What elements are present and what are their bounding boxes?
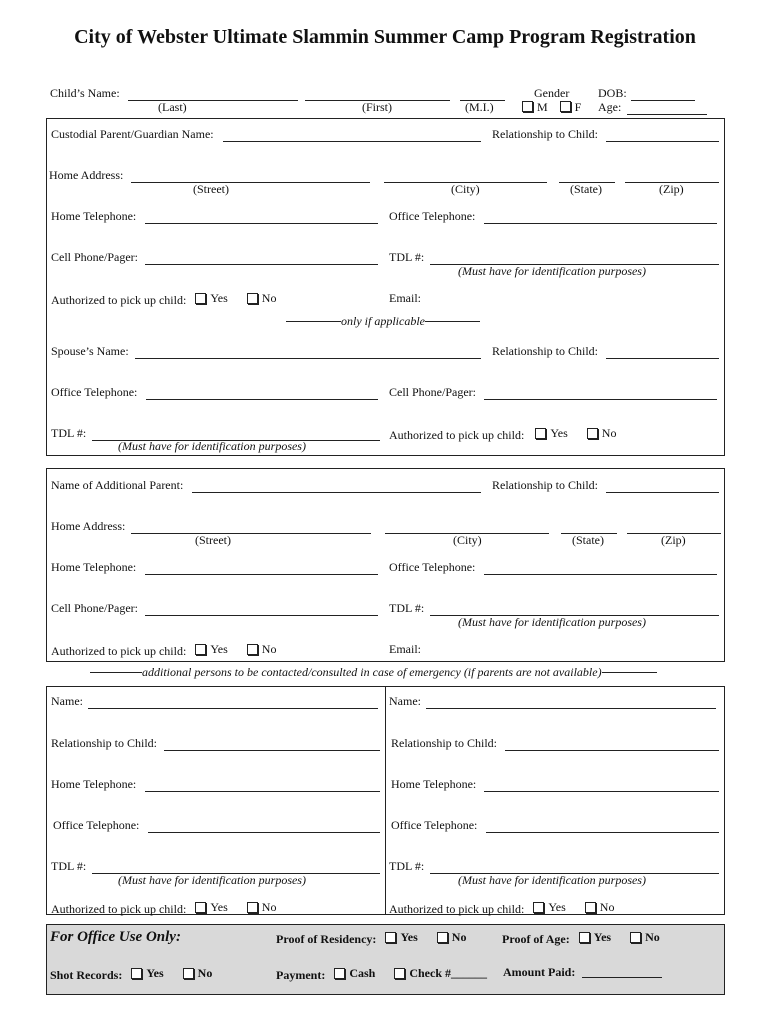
contact1-tdl-label: TDL #: xyxy=(51,859,87,873)
spouse-cell-field[interactable] xyxy=(484,388,717,400)
spouse-authorized-label: Authorized to pick up child: xyxy=(389,428,525,442)
only-if-applicable-divider xyxy=(286,314,480,329)
age-no-checkbox[interactable] xyxy=(630,932,641,943)
additional-relationship-field[interactable] xyxy=(606,481,719,493)
contact1-home-tel-field[interactable] xyxy=(145,780,380,792)
emergency-column-divider xyxy=(385,686,386,914)
contact1-office-tel-label: Office Telephone: xyxy=(53,818,140,832)
amount-paid-label: Amount Paid: xyxy=(503,965,576,979)
only-if-applicable-text: only if applicable xyxy=(341,314,425,328)
additional-cell-field[interactable] xyxy=(145,604,378,616)
additional-authorized-label: Authorized to pick up child: xyxy=(51,644,187,658)
custodial-office-tel-label: Office Telephone: xyxy=(389,209,476,223)
custodial-email-label: Email: xyxy=(389,291,421,305)
residency-yes-checkbox[interactable] xyxy=(385,932,396,943)
custodial-cell-field[interactable] xyxy=(145,253,378,265)
gender-options xyxy=(522,100,581,115)
state-caption: (State) xyxy=(570,182,602,196)
payment-label: Payment: xyxy=(276,968,326,982)
custodial-home-tel-label: Home Telephone: xyxy=(51,209,137,223)
custodial-relationship-label: Relationship to Child: xyxy=(492,127,599,141)
proof-of-age-label: Proof of Age: xyxy=(502,932,570,946)
contact2-tdl-note: (Must have for identification purposes) xyxy=(458,873,646,887)
no-label: No xyxy=(197,966,213,980)
contact1-relationship-label: Relationship to Child: xyxy=(51,736,158,750)
contact2-name-label: Name: xyxy=(389,694,421,708)
additional-home-address-label: Home Address: xyxy=(51,519,126,533)
last-caption: (Last) xyxy=(158,100,187,114)
residency-row xyxy=(276,930,466,947)
dob-field[interactable] xyxy=(631,89,695,101)
spouse-name-label: Spouse’s Name: xyxy=(51,344,129,358)
shot-records-label: Shot Records: xyxy=(50,968,123,982)
custodial-home-address-label: Home Address: xyxy=(49,168,124,182)
shot-yes-checkbox[interactable] xyxy=(131,968,142,979)
gender-m-label: M xyxy=(537,100,548,114)
custodial-tdl-label: TDL #: xyxy=(389,250,425,264)
custodial-relationship-field[interactable] xyxy=(606,130,719,142)
custodial-name-label: Custodial Parent/Guardian Name: xyxy=(51,127,214,141)
no-label: No xyxy=(261,900,277,914)
no-label: No xyxy=(601,426,617,440)
no-label: No xyxy=(261,642,277,656)
contact2-office-tel-label: Office Telephone: xyxy=(391,818,478,832)
custodial-office-tel-field[interactable] xyxy=(484,212,717,224)
additional-office-tel-field[interactable] xyxy=(484,563,717,575)
additional-cell-label: Cell Phone/Pager: xyxy=(51,601,138,615)
spouse-tdl-label: TDL #: xyxy=(51,426,87,440)
check-number-label: Check #______ xyxy=(409,966,488,980)
yes-label: Yes xyxy=(210,642,228,656)
page-title: City of Webster Ultimate Slammin Summer Camp Program Registration xyxy=(74,26,696,48)
residency-no-checkbox[interactable] xyxy=(437,932,448,943)
contact1-home-tel-label: Home Telephone: xyxy=(51,777,137,791)
residency-label: Proof of Residency: xyxy=(276,932,377,946)
child-last-name-field[interactable] xyxy=(128,89,298,101)
spouse-relationship-label: Relationship to Child: xyxy=(492,344,599,358)
custodial-parent-section xyxy=(46,118,725,456)
contact2-name-field[interactable] xyxy=(426,697,716,709)
zip-caption: (Zip) xyxy=(661,533,686,547)
mi-caption: (M.I.) xyxy=(465,100,494,114)
contact2-authorized-row xyxy=(389,900,614,917)
additional-street-field[interactable] xyxy=(131,522,371,534)
contact1-relationship-field[interactable] xyxy=(164,739,380,751)
no-label: No xyxy=(599,900,615,914)
gender-label: Gender xyxy=(534,86,570,100)
spouse-cell-label: Cell Phone/Pager: xyxy=(389,385,476,399)
contact1-authorized-yes-checkbox[interactable] xyxy=(195,902,206,913)
spouse-name-field[interactable] xyxy=(135,347,481,359)
custodial-street-field[interactable] xyxy=(131,171,370,183)
additional-authorized-row xyxy=(51,642,276,659)
custodial-authorized-label: Authorized to pick up child: xyxy=(51,293,187,307)
shot-records-row xyxy=(50,966,212,983)
contact2-home-tel-label: Home Telephone: xyxy=(391,777,477,791)
state-caption: (State) xyxy=(572,533,604,547)
street-caption: (Street) xyxy=(195,533,231,547)
yes-label: Yes xyxy=(548,900,566,914)
no-label: No xyxy=(451,930,467,944)
additional-tdl-label: TDL #: xyxy=(389,601,425,615)
age-field[interactable] xyxy=(627,103,707,115)
yes-label: Yes xyxy=(593,930,612,944)
additional-home-tel-field[interactable] xyxy=(145,563,378,575)
contact2-relationship-label: Relationship to Child: xyxy=(391,736,498,750)
city-caption: (City) xyxy=(451,182,480,196)
additional-relationship-label: Relationship to Child: xyxy=(492,478,599,492)
spouse-authorized-no-checkbox[interactable] xyxy=(587,428,598,439)
spouse-authorized-yes-checkbox[interactable] xyxy=(535,428,546,439)
additional-authorized-no-checkbox[interactable] xyxy=(247,644,258,655)
contact1-office-tel-field[interactable] xyxy=(148,821,380,833)
contact2-home-tel-field[interactable] xyxy=(484,780,719,792)
custodial-authorized-row xyxy=(51,291,276,308)
street-caption: (Street) xyxy=(193,182,229,196)
age-yes-checkbox[interactable] xyxy=(579,932,590,943)
shot-no-checkbox[interactable] xyxy=(183,968,194,979)
contact2-office-tel-field[interactable] xyxy=(486,821,719,833)
custodial-cell-label: Cell Phone/Pager: xyxy=(51,250,138,264)
contact1-authorized-label: Authorized to pick up child: xyxy=(51,902,187,916)
additional-home-tel-label: Home Telephone: xyxy=(51,560,137,574)
payment-row xyxy=(276,966,487,983)
spouse-tdl-note: (Must have for identification purposes) xyxy=(118,439,306,453)
yes-label: Yes xyxy=(400,930,418,944)
spouse-relationship-field[interactable] xyxy=(606,347,719,359)
additional-name-field[interactable] xyxy=(192,481,481,493)
custodial-authorized-yes-checkbox[interactable] xyxy=(195,293,206,304)
spouse-office-tel-label: Office Telephone: xyxy=(51,385,138,399)
custodial-tdl-note: (Must have for identification purposes) xyxy=(458,264,646,278)
contact1-name-field[interactable] xyxy=(88,697,378,709)
spouse-office-tel-field[interactable] xyxy=(146,388,378,400)
emergency-note-divider xyxy=(90,665,657,680)
city-caption: (City) xyxy=(453,533,482,547)
additional-authorized-yes-checkbox[interactable] xyxy=(195,644,206,655)
custodial-authorized-no-checkbox[interactable] xyxy=(247,293,258,304)
contact1-authorized-no-checkbox[interactable] xyxy=(247,902,258,913)
contact1-name-label: Name: xyxy=(51,694,83,708)
emergency-note-text: additional persons to be contacted/consulted in case of emergency (if parents are not available) xyxy=(142,665,602,679)
office-use-heading: For Office Use Only: xyxy=(50,929,181,945)
contact2-authorized-no-checkbox[interactable] xyxy=(585,902,596,913)
cash-checkbox[interactable] xyxy=(334,968,345,979)
contact2-tdl-label: TDL #: xyxy=(389,859,425,873)
additional-email-label: Email: xyxy=(389,642,421,656)
additional-office-tel-label: Office Telephone: xyxy=(389,560,476,574)
yes-label: Yes xyxy=(146,966,164,980)
first-caption: (First) xyxy=(362,100,392,114)
contact1-tdl-note: (Must have for identification purposes) xyxy=(118,873,306,887)
additional-name-label: Name of Additional Parent: xyxy=(51,478,184,492)
yes-label: Yes xyxy=(550,426,568,440)
dob-label: DOB: xyxy=(598,86,627,100)
yes-label: Yes xyxy=(210,900,228,914)
zip-caption: (Zip) xyxy=(659,182,684,196)
cash-label: Cash xyxy=(349,966,376,980)
no-label: No xyxy=(261,291,277,305)
contact1-authorized-row xyxy=(51,900,276,917)
age-label: Age: xyxy=(598,100,622,114)
yes-label: Yes xyxy=(210,291,228,305)
contact2-authorized-yes-checkbox[interactable] xyxy=(533,902,544,913)
spouse-authorized-row xyxy=(389,426,616,443)
contact2-relationship-field[interactable] xyxy=(505,739,719,751)
custodial-name-field[interactable] xyxy=(223,130,481,142)
childs-name-label: Child’s Name: xyxy=(50,86,120,100)
additional-tdl-note: (Must have for identification purposes) xyxy=(458,615,646,629)
proof-of-age-row xyxy=(502,930,660,947)
gender-f-label: F xyxy=(574,100,582,114)
amount-paid-field[interactable] xyxy=(582,966,662,978)
check-checkbox[interactable] xyxy=(394,968,405,979)
contact2-authorized-label: Authorized to pick up child: xyxy=(389,902,525,916)
custodial-home-tel-field[interactable] xyxy=(145,212,378,224)
gender-m-checkbox[interactable] xyxy=(522,101,533,112)
no-label: No xyxy=(645,930,660,944)
gender-f-checkbox[interactable] xyxy=(560,101,571,112)
